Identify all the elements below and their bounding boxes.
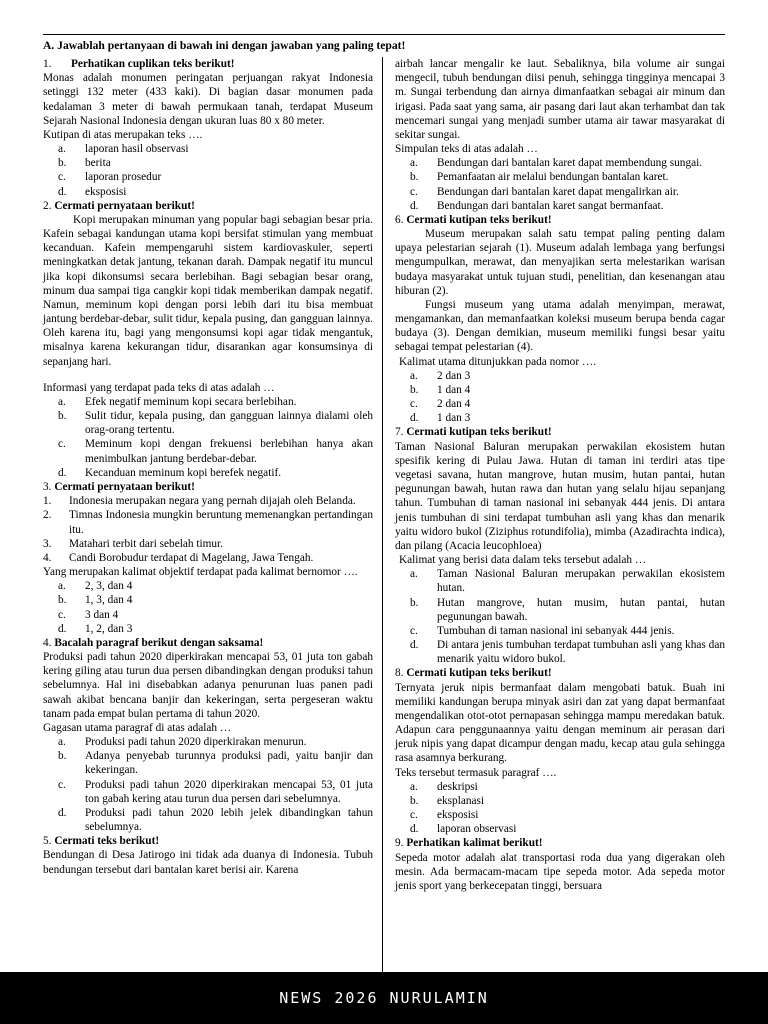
question-5-passage: Bendungan di Desa Jatirogo ini tidak ada duanya di Indonesia. Tubuh bendungan tersebut dari bantalan karet berisi air. Karena	[43, 849, 373, 876]
question-4-lead: Gagasan utama paragraf di atas adalah …	[43, 721, 232, 734]
option-item[interactable]	[410, 383, 725, 397]
question-6-lead: Kalimat utama ditunjukkan pada nomor ….	[399, 355, 597, 368]
option-marker: b.	[58, 410, 67, 423]
option-item[interactable]	[410, 156, 725, 170]
option-text: laporan hasil observasi	[85, 143, 189, 156]
statement-marker: 3.	[43, 537, 52, 550]
question-7-number: 7.	[395, 426, 404, 439]
option-item[interactable]	[410, 411, 725, 425]
option-marker: c.	[58, 778, 66, 791]
question-6-heading-text: Cermati kutipan teks berikut!	[406, 213, 552, 226]
option-item[interactable]	[58, 395, 373, 409]
question-1-heading	[43, 57, 373, 71]
option-text: Adanya penyebab turunnya produksi padi, yaitu banjir dan kekeringan.	[85, 750, 373, 777]
question-6-number: 6.	[395, 213, 404, 226]
question-5-lead: Simpulan teks di atas adalah …	[395, 143, 538, 156]
option-item[interactable]	[58, 622, 373, 636]
option-marker: a.	[58, 395, 66, 408]
option-marker: b.	[410, 171, 419, 184]
question-9-passage: Sepeda motor adalah alat transportasi roda dua yang digerakan oleh mesin. Ada bermacam-macam tipe sepeda motor. Ada sepeda motor jenis sport yang berkecepatan tinggi, bersuara	[395, 851, 725, 892]
option-text: Bendungan dari bantalan karet dapat mengalirkan air.	[437, 185, 679, 198]
question-8-passage: Ternyata jeruk nipis bermanfaat dalam mengobati batuk. Buah ini memiliki kandungan berupa minyak asiri dan zat yang dapat bermanfaat mengendalikan otot-otot pernapasan sehingga mampu meredakan batuk. Adapun cara penggunaannya yaitu dengan meminum air perasan dari jeruk nipis yang dapat dicampur dengan madu, kecap atau gula sehingga rasa asamnya berkurang.	[395, 681, 725, 765]
option-marker: c.	[58, 171, 66, 184]
option-marker: d.	[58, 466, 67, 479]
option-marker: a.	[58, 736, 66, 749]
option-item[interactable]	[410, 780, 725, 794]
statement-item	[43, 551, 373, 565]
option-item[interactable]	[58, 749, 373, 777]
question-2-heading-text: Cermati pernyataan berikut!	[54, 199, 195, 212]
option-item[interactable]	[58, 437, 373, 465]
header-divider-rule	[43, 34, 725, 35]
question-3-options	[43, 579, 373, 636]
statement-text: Matahari terbit dari sebelah timur.	[69, 537, 224, 550]
statement-text: Candi Borobudur terdapat di Magelang, Jawa Tengah.	[69, 551, 314, 564]
statement-marker: 1.	[43, 495, 52, 508]
question-9-heading-text: Perhatikan kalimat berikut!	[406, 837, 543, 850]
question-9-heading	[395, 836, 725, 850]
option-item[interactable]	[410, 638, 725, 666]
option-item[interactable]	[410, 624, 725, 638]
option-text: 1, 2, dan 3	[85, 622, 133, 635]
option-marker: c.	[410, 398, 418, 411]
section-heading: A. Jawablah pertanyaan di bawah ini dengan jawaban yang paling tepat!	[43, 39, 406, 52]
option-text: Bendungan dari bantalan karet dapat membendung sungai.	[437, 157, 703, 170]
option-item[interactable]	[410, 596, 725, 624]
option-text: laporan observasi	[437, 823, 517, 836]
option-marker: a.	[58, 580, 66, 593]
option-marker: d.	[410, 823, 419, 836]
option-text: deskripsi	[437, 780, 478, 793]
question-4-passage: Produksi padi tahun 2020 diperkirakan mencapai 53, 01 juta ton gabah kering giling atau turun dua persen dibandingkan dengan produksi tahun sebelumnya. Hal ini disebabkan adanya penurunan luas panen padi sawah akibat bencana banjir dan kekeringan, serta pergeseran waktu tanam pada empat bulan pertama di tahun 2020.	[43, 651, 373, 720]
option-item[interactable]	[58, 806, 373, 834]
question-6-options	[395, 369, 725, 426]
option-item[interactable]	[58, 185, 373, 199]
option-item[interactable]	[410, 199, 725, 213]
question-2-passage: Kopi merupakan minuman yang popular bagi sebagian besar pria. Kafein sebagai kandungan utama kopi bersifat stimulan yang membuat kecanduan. Kafein mempengaruhi sistem kardiovaskuler, seperti meningkatkan detak jantung, tekanan darah. Dampak negatif itu muncul jika kopi dikonsumsi secara berlebihan. Bagi sebagian besar orang, minum dua sampai tiga cangkir kopi tidak memberikan dampak negatif. Namun, meminum kopi dengan porsi lebih dari itu bisa membuat jantung berdebar-debar, sulit tidur, kepala pusing, dan gangguan lainnya. Oleh karena itu, bagi yang mengonsumsi kopi agar tidak mengantuk, misalnya karena kekurangan tidur, disarankan agar konsumsinya di sepanjang hari.	[43, 213, 373, 368]
option-marker: b.	[58, 157, 67, 170]
statement-item	[43, 537, 373, 551]
question-6-passage-1: Museum merupakan salah satu tempat paling penting dalam upaya pelestarian sejarah (1). Museum adalah lembaga yang berfungsi mengumpulkan, merawat, dan menyajikan serta melestarikan warisan budaya masyarakat untuk tujuan studi, penelitian, dan kesenangan atau hiburan (2).	[395, 228, 725, 297]
question-4-number: 4.	[43, 636, 52, 649]
option-marker: b.	[410, 596, 419, 609]
option-item[interactable]	[58, 593, 373, 607]
statement-text: Timnas Indonesia mungkin beruntung memenangkan pertandingan itu.	[69, 509, 373, 536]
footer-banner-text: NEWS 2026 NURULAMIN	[279, 989, 489, 1007]
question-1-options	[43, 142, 373, 199]
option-marker: a.	[410, 157, 418, 170]
option-marker: c.	[58, 608, 66, 621]
question-8-options	[395, 780, 725, 837]
option-text: Produksi padi tahun 2020 lebih jelek dibandingkan tahun sebelumnya.	[85, 806, 373, 834]
option-marker: d.	[410, 639, 419, 652]
question-9-number: 9.	[395, 837, 404, 850]
question-7-heading	[395, 425, 725, 439]
statement-marker: 4.	[43, 551, 52, 564]
option-marker: d.	[58, 806, 67, 819]
question-1-passage: Monas adalah monumen peringatan perjuangan rakyat Indonesia setinggi 132 meter (433 kaki). Di bagian dasar monumen pada kedalaman 3 meter di bawah permukaan tanah, terdapat Museum Sejarah Nasional Indonesia dengan ukuran luas 80 x 80 meter.	[43, 72, 373, 127]
question-3-statements	[43, 494, 373, 565]
option-text: Bendungan dari bantalan karet sangat bermanfaat.	[437, 199, 664, 212]
option-text: eksposisi	[85, 185, 127, 198]
question-5-heading-text: Cermati teks berikut!	[54, 835, 160, 848]
question-8-heading	[395, 666, 725, 680]
question-1-lead: Kutipan di atas merupakan teks ….	[43, 128, 203, 141]
option-item[interactable]	[410, 567, 725, 595]
question-4-heading-text: Bacalah paragraf berikut dengan saksama!	[54, 636, 264, 649]
question-5-options	[395, 156, 725, 213]
question-5-number: 5.	[43, 835, 52, 848]
option-item[interactable]	[410, 369, 725, 383]
statement-item	[43, 508, 373, 536]
option-text: Pemanfaatan air melalui bendungan bantalan karet.	[437, 171, 669, 184]
option-item[interactable]	[410, 808, 725, 822]
footer-banner	[0, 972, 768, 1024]
option-text: 2, 3, dan 4	[85, 580, 133, 593]
option-marker: c.	[410, 185, 418, 198]
option-text: Produksi padi tahun 2020 diperkirakan mencapai 53, 01 juta ton gabah kering atau turun dua persen dari sebelumnya.	[85, 778, 373, 805]
option-text: Tumbuhan di taman nasional ini sebanyak 444 jenis.	[437, 624, 675, 637]
option-text: Kecanduan meminum kopi berefek negatif.	[85, 466, 282, 479]
question-3-heading-text: Cermati pernyataan berikut!	[54, 480, 195, 493]
option-item[interactable]	[410, 397, 725, 411]
option-item[interactable]	[58, 409, 373, 437]
option-text: Di antara jenis tumbuhan terdapat tumbuhan asli yang khas dan menarik yaitu widoro bukol.	[437, 639, 725, 666]
option-item[interactable]	[58, 142, 373, 156]
option-text: laporan prosedur	[85, 171, 162, 184]
option-text: eksplanasi	[437, 794, 485, 807]
question-1-number: 1.	[43, 58, 52, 70]
left-column	[43, 57, 373, 877]
option-text: 2 dan 3	[437, 369, 471, 382]
option-marker: c.	[410, 624, 418, 637]
question-2-number: 2.	[43, 199, 52, 212]
option-item[interactable]	[58, 156, 373, 170]
question-7-passage: Taman Nasional Baluran merupakan perwakilan ekosistem hutan spesifik kering di Pulau Jawa. Hutan di taman ini terdiri atas tipe vegetasi savana, hutan mangrove, hutan musim, hutan pantai, hutan pegunungan bawah, hutan rawa dan hutan yang selalu hijau sepanjang tahun. Tumbuhan di taman nasional ini sebanyak 444 jenis. Di antara jenis tumbuhan di sini terdapat tumbuhan asli yang khas dan menarik yaitu widoro bukol (Ziziphus rotundifolia), mimba (Azadirachta indica), dan pilang (Acacia leucophloea)	[395, 440, 725, 552]
option-marker: d.	[410, 199, 419, 212]
option-text: Taman Nasional Baluran merupakan perwakilan ekosistem hutan.	[437, 568, 725, 595]
option-text: Sulit tidur, kepala pusing, dan gangguan lainnya dialami oleh orag-orang tertentu.	[85, 410, 373, 437]
option-item[interactable]	[58, 735, 373, 749]
column-divider-rule	[382, 57, 383, 973]
question-3-heading	[43, 480, 373, 494]
option-text: 1, 3, dan 4	[85, 594, 133, 607]
question-7-options	[395, 567, 725, 666]
question-8-number: 8.	[395, 667, 404, 680]
question-5-heading	[43, 834, 373, 848]
question-8-heading-text: Cermati kutipan teks berikut!	[406, 667, 552, 680]
right-column	[395, 57, 725, 893]
option-marker: b.	[410, 794, 419, 807]
option-marker: d.	[410, 412, 419, 425]
option-text: Hutan mangrove, hutan musim, hutan pantai, hutan pegunungan bawah.	[437, 596, 725, 623]
question-3-number: 3.	[43, 480, 52, 493]
option-marker: d.	[58, 185, 67, 198]
question-6-heading	[395, 213, 725, 227]
question-4-options	[43, 735, 373, 834]
option-item[interactable]	[58, 170, 373, 184]
option-marker: a.	[410, 780, 418, 793]
option-text: eksposisi	[437, 809, 479, 822]
option-marker: a.	[410, 568, 418, 581]
question-2-lead: Informasi yang terdapat pada teks di atas adalah …	[43, 381, 275, 394]
option-text: Efek negatif meminum kopi secara berlebihan.	[85, 395, 297, 408]
option-item[interactable]	[410, 185, 725, 199]
option-item[interactable]	[410, 170, 725, 184]
option-item[interactable]	[58, 466, 373, 480]
option-text: berita	[85, 157, 111, 170]
option-text: Meminum kopi dengan frekuensi berlebihan hanya akan menimbulkan jantung berdebar-debar.	[85, 438, 373, 465]
option-text: 2 dan 4	[437, 398, 471, 411]
question-4-heading	[43, 636, 373, 650]
question-1-heading-text: Perhatikan cuplikan teks berikut!	[71, 58, 235, 70]
question-2-options	[43, 395, 373, 480]
option-item[interactable]	[58, 579, 373, 593]
question-7-heading-text: Cermati kutipan teks berikut!	[406, 426, 552, 439]
option-text: 3 dan 4	[85, 608, 119, 621]
option-marker: b.	[58, 750, 67, 763]
statement-text: Indonesia merupakan negara yang pernah dijajah oleh Belanda.	[69, 495, 356, 508]
option-item[interactable]	[410, 794, 725, 808]
statement-marker: 2.	[43, 509, 52, 522]
question-2-heading	[43, 199, 373, 213]
question-3-lead: Yang merupakan kalimat objektif terdapat pada kalimat bernomor ….	[43, 566, 358, 579]
option-text: 1 dan 3	[437, 412, 471, 425]
option-item[interactable]	[58, 608, 373, 622]
option-marker: b.	[410, 383, 419, 396]
option-marker: d.	[58, 622, 67, 635]
question-8-lead: Teks tersebut termasuk paragraf ….	[395, 766, 557, 779]
question-6-passage-2: Fungsi museum yang utama adalah menyimpan, merawat, mengamankan, dan memanfaatkan koleksi museum berupa benda cagar budaya (3). Dengan demikian, museum memiliki fungsi besar yaitu sebagai tempat pelestarian (4).	[395, 298, 725, 354]
option-marker: c.	[410, 809, 418, 822]
option-marker: b.	[58, 594, 67, 607]
option-item[interactable]	[58, 778, 373, 806]
option-marker: a.	[58, 143, 66, 156]
question-7-lead: Kalimat yang berisi data dalam teks tersebut adalah …	[399, 554, 647, 567]
option-marker: c.	[58, 438, 66, 451]
option-text: Produksi padi tahun 2020 diperkirakan menurun.	[85, 736, 307, 749]
statement-item	[43, 494, 373, 508]
option-text: 1 dan 4	[437, 383, 471, 396]
question-5-passage-continued: airbah lancar mengalir ke laut. Sebaliknya, bila volume air sungai mengecil, tubuh bendungan diisi penuh, sehingga tingginya mencapai 3 m. Sungai terbendung dan airnya dimanfaatkan sebagai air minum dan irigasi. Pada saat yang sama, air pasang dari laut akan terhambat dan tak mencemari sungai yang menjadi sumber utama air tawar masyarakat di sekitar sungai.	[395, 58, 725, 141]
option-marker: a.	[410, 369, 418, 382]
two-column-body	[43, 57, 725, 973]
option-item[interactable]	[410, 822, 725, 836]
